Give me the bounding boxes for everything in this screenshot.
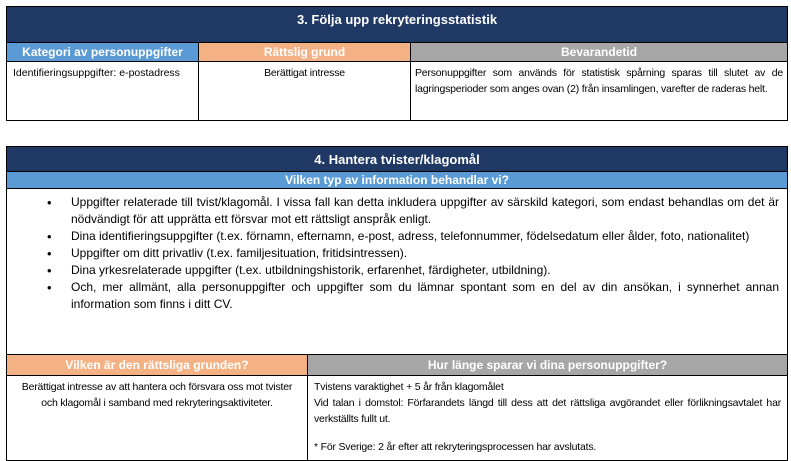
info-type-header: Vilken typ av information behandlar vi?	[7, 172, 788, 189]
legal-basis-question-header: Vilken är den rättsliga grunden?	[7, 355, 308, 376]
info-bullet-list	[71, 194, 779, 313]
retention-question-header: Hur länge sparar vi dina personuppgifter?	[308, 355, 788, 376]
disputes-table	[6, 146, 788, 461]
bullet-item: • Dina identifieringsuppgifter (t.ex. förnamn, efternamn, e-post, adress, telefonnummer, födelsedatum eller ålder, foto, nationalitet)	[71, 228, 779, 245]
retention-court-line: Vid talan i domstol: Förfarandets längd till dess att det rättsliga avgörandet eller förlikningsavtalet har verkställts fullt ut.	[314, 397, 781, 425]
column-header-legal-basis: Rättslig grund	[199, 43, 411, 62]
cell-retention-value: Personuppgifter som används för statistisk spårning sparas till slutet av de lagringsperioder som anges ovan (2) från insamlingen, varefter de raderas helt.	[411, 62, 788, 121]
bullet-item: • Uppgifter relaterade till tvist/klagomål. I vissa fall kan detta inkludera uppgifter av särskild kategori, som endast behandlas om det är nödvändigt för att upprätta ett försvar mot ett rättsligt anspråk enligt.	[71, 194, 779, 228]
bullet-item: • Och, mer allmänt, alla personuppgifter och uppgifter som du lämnar spontant som en del av din ansökan, i synnerhet annan information som finns i ditt CV.	[71, 279, 779, 313]
statistics-table	[6, 6, 788, 121]
cell-category-value: Identifieringsuppgifter: e-postadress	[7, 62, 199, 121]
cell-legal-basis-value: Berättigat intresse	[199, 62, 411, 121]
info-bullets-cell	[7, 189, 788, 355]
bullet-item: • Dina yrkesrelaterade uppgifter (t.ex. utbildningshistorik, erfarenhet, färdigheter, utbildning).	[71, 262, 779, 279]
column-header-category: Kategori av personuppgifter	[7, 43, 199, 62]
cell-disputes-retention	[308, 376, 788, 461]
statistics-table-title: 3. Följa upp rekryteringsstatistik	[7, 7, 788, 43]
bullet-item: • Uppgifter om ditt privatliv (t.ex. familjesituation, fritidsintressen).	[71, 245, 779, 262]
disputes-table-title: 4. Hantera tvister/klagomål	[7, 147, 788, 172]
retention-duration-line: Tvistens varaktighet + 5 år från klagomålet	[314, 381, 504, 393]
column-header-retention: Bevarandetid	[411, 43, 788, 62]
table-spacer	[6, 121, 787, 146]
cell-disputes-legal-basis: Berättigat intresse av att hantera och försvara oss mot tvister och klagomål i samband med rekryteringsaktiviteter.	[7, 376, 308, 461]
retention-sweden-note: * För Sverige: 2 år efter att rekryteringsprocessen har avslutats.	[314, 441, 597, 453]
